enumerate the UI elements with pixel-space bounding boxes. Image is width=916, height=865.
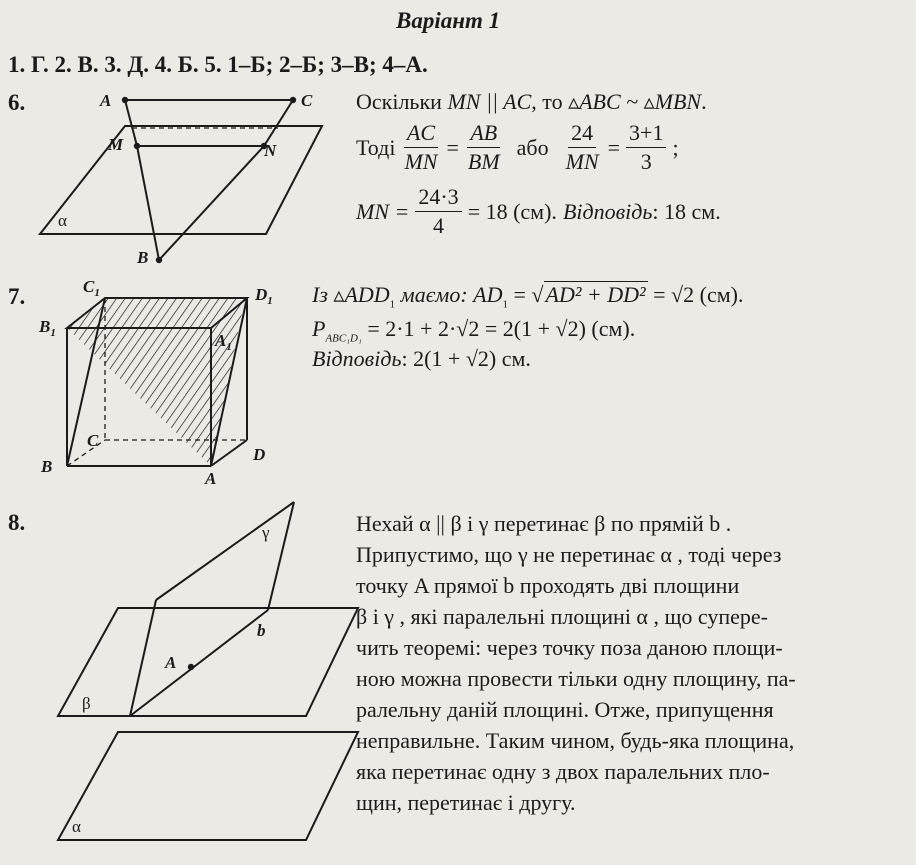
label-D: D <box>253 445 266 464</box>
p8-line: ною можна провести тільки одну площину, па- <box>356 666 796 691</box>
p8-line: точку A прямої b проходять дві площини <box>356 573 740 598</box>
figure-6-plane-diagram <box>40 88 340 273</box>
problem-8-number: 8. <box>8 510 26 535</box>
p7-line1: Із $▵ADD_1$ маємо: $AD_1 = √AD^2 + DD^2 = √2$ (см). <box>312 282 744 311</box>
label-alpha: α <box>72 817 81 836</box>
label-N: N <box>264 141 277 160</box>
label-C: C <box>87 431 99 450</box>
problem-7-number: 7. <box>8 284 26 309</box>
label-B1: $B_1$ <box>39 317 56 339</box>
label-A: A <box>100 91 112 110</box>
label-A: A <box>205 469 217 488</box>
label-C: C <box>301 91 313 110</box>
p8-line: чить теоремі: через точку поза даною площи- <box>356 635 783 660</box>
p8-text <box>356 508 908 818</box>
p8-line: яка перетинає одну з двох паралельних пло- <box>356 759 770 784</box>
label-A1: $A_1$ <box>215 331 232 353</box>
label-b: b <box>257 621 266 640</box>
label-C1: $C_1$ <box>83 277 100 299</box>
label-D1: $D_1$ <box>255 285 273 307</box>
label-alpha: α <box>58 211 67 230</box>
variant-title: Варіант 1 <box>396 8 501 33</box>
answers-line: 1. Г. 2. В. 3. Д. 4. Б. 5. 1–Б; 2–Б; 3–В; 4–А. <box>8 52 428 77</box>
label-M: M <box>108 135 124 154</box>
figure-7-cube-diagram <box>35 277 320 490</box>
p8-line: β і γ , які паралельні площині α , що супере- <box>356 604 769 629</box>
p7-line2: $P_{ABC_1D_1} = 2\cdot 1 + 2\cdot√2 = 2(1 + √2)$ (см). <box>312 316 636 345</box>
p6-line2: Тоді $\frac{AC}{MN}$ = $\frac{AB}{BM}$ або $\frac{24}{MN}$ = $\frac{3+1}{3}$ ; <box>356 120 679 174</box>
p6-line1: Оскільки MN || AC, то ▵ABC ~ ▵MBN. <box>356 89 707 114</box>
label-beta: β <box>82 694 91 713</box>
label-gamma: γ <box>262 523 270 542</box>
label-B: B <box>137 248 149 267</box>
p8-line: ралельну даній площині. Отже, припущення <box>356 697 774 722</box>
p7-answer: Відповідь: 2(1 + √2) см. <box>312 346 531 371</box>
p8-line: Припустимо, що γ не перетинає α , тоді через <box>356 542 782 567</box>
p8-line: щин, перетинає і другу. <box>356 790 576 815</box>
p6-line3: MN = $\frac{24\cdot 3}{4}$ = 18 (см). Відповідь : 18 см. <box>356 184 721 238</box>
label-A: A <box>165 653 177 672</box>
p8-line: неправильне. Таким чином, будь-яка площина, <box>356 728 795 753</box>
label-B: B <box>41 457 53 476</box>
figure-8-planes-diagram <box>50 500 370 845</box>
p8-line: Нехай α || β і γ перетинає β по прямій b . <box>356 511 732 536</box>
problem-6-number: 6. <box>8 90 26 115</box>
